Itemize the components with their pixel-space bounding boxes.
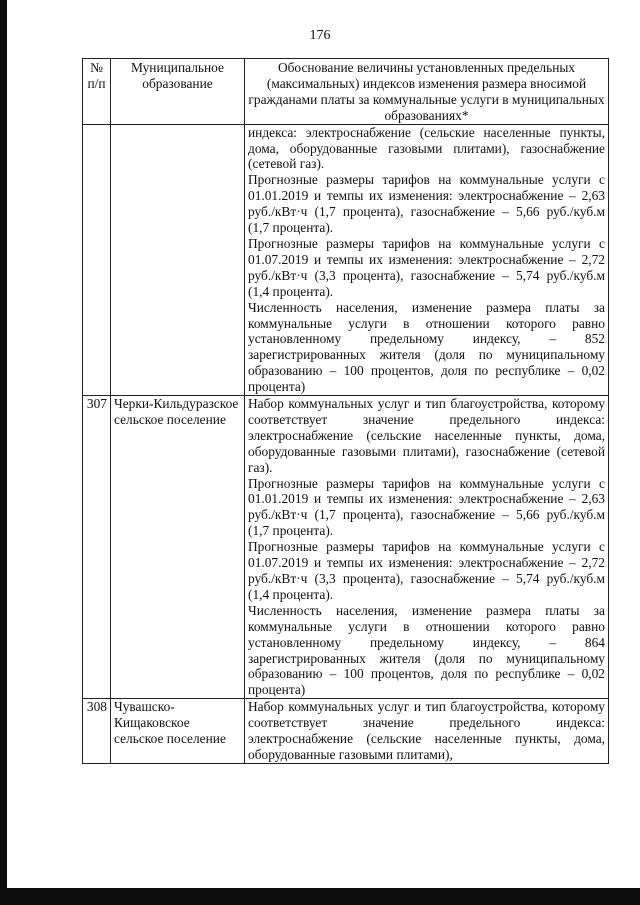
justification-paragraph: Набор коммунальных услуг и тип благоустройства, которому соответствует значение предельного индекса: электроснабжение (сельские населенные пункты, дома, оборудованные газовыми плитами), газоснабжение (сетевой газ). [248,396,605,475]
table-row [83,396,609,699]
justification-paragraph: Набор коммунальных услуг и тип благоустройства, которому соответствует значение предельного индекса: электроснабжение (сельские населенные пункты, дома, оборудованные газовыми плитами), [248,699,605,762]
justification-paragraph: Прогнозные размеры тарифов на коммунальные услуги с 01.07.2019 и темпы их изменения: электроснабжение – 2,72 руб./кВт·ч (3,3 процента), газоснабжение – 5,74 руб./куб.м (1,4 процента). [248,539,605,602]
tariff-table [82,58,609,764]
row-municipality: Чувашско-Кищаковское сельское поселение [111,699,245,764]
row-justification [245,396,609,699]
header-num: № п/п [83,59,111,125]
justification-paragraph: Численность населения, изменение размера платы за коммунальные услуги в отношении которого равно установленному предельному индексу, – 852 зарегистрированных жителя (доля по муниципальному образованию – 100 процентов, доля по республике – 0,02 процента) [248,299,605,395]
table-row [83,699,609,764]
table-row [83,124,609,395]
scan-left-edge [0,0,7,905]
row-number: 308 [83,699,111,764]
row-municipality: Черки-Кильдуразское сельское поселение [111,396,245,699]
row-justification [245,699,609,764]
scan-bottom-edge [0,888,640,905]
justification-paragraph: Прогнозные размеры тарифов на коммунальные услуги с 01.01.2019 и темпы их изменения: электроснабжение – 2,63 руб./кВт·ч (1,7 процента), газоснабжение – 5,66 руб./куб.м (1,7 процента). [248,475,605,539]
row-number: 307 [83,396,111,699]
header-justification: Обоснование величины установленных предельных (максимальных) индексов изменения размера вносимой гражданами платы за коммунальные услуги в муниципальных образованиях* [245,59,609,125]
justification-paragraph: Прогнозные размеры тарифов на коммунальные услуги с 01.07.2019 и темпы их изменения: электроснабжение – 2,72 руб./кВт·ч (3,3 процента), газоснабжение – 5,74 руб./куб.м (1,4 процента). [248,235,605,299]
header-municipality: Муниципальное образование [111,59,245,125]
justification-paragraph: Прогнозные размеры тарифов на коммунальные услуги с 01.01.2019 и темпы их изменения: электроснабжение – 2,63 руб./кВт·ч (1,7 процента), газоснабжение – 5,66 руб./куб.м (1,7 процента). [248,172,605,236]
page-number: 176 [309,28,331,43]
row-municipality [111,124,245,395]
row-justification [245,124,609,395]
justification-paragraph: индекса: электроснабжение (сельские населенные пункты, дома, оборудованные газовыми плитами), газоснабжение (сетевой газ). [248,124,605,172]
table-header-row [83,59,609,125]
row-number [83,124,111,395]
justification-paragraph: Численность населения, изменение размера платы за коммунальные услуги в отношении которого равно установленному предельному индексу, – 864 зарегистрированных жителя (доля по муниципальному образованию – 100 процентов, доля по республике – 0,02 процента) [248,602,605,698]
